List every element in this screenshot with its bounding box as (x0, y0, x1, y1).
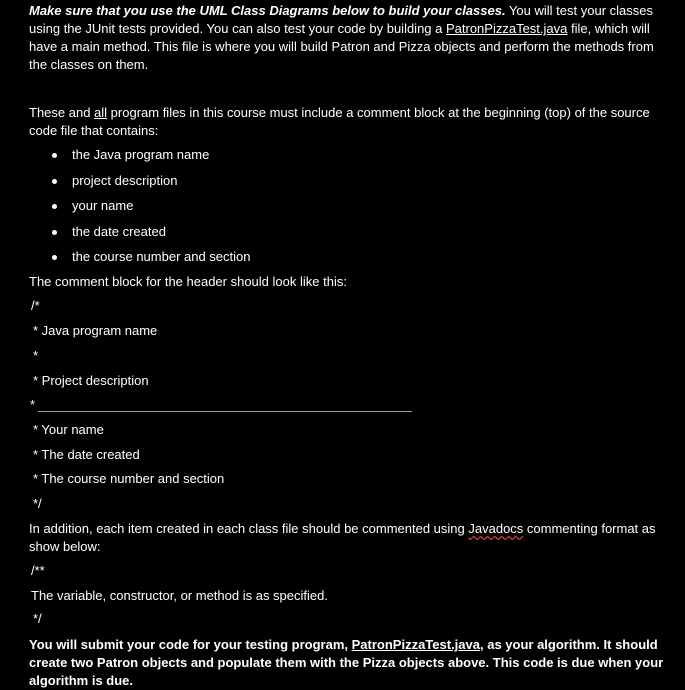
header-line-date: * The date created (33, 447, 140, 462)
bullet-dot (52, 230, 57, 235)
intro-text-2: file, which will have a main method. This file is where you will build Patron and Pizza objects and perform the methods from the classes on them. (29, 21, 654, 72)
intro-text-1: You will test your classes using the JUnit tests provided. You can also test your code by building a (29, 3, 653, 36)
list-item: the course number and section (72, 249, 251, 264)
javadoc-comment-body: The variable, constructor, or method is as specified. (31, 588, 328, 603)
header-comment-open: /* (31, 298, 40, 313)
intro-paragraph (29, 2, 669, 74)
submission-text-1: You will submit your code for your testing program, (29, 637, 352, 652)
javadocs-keyword: Javadocs (468, 521, 524, 536)
requirements-text-pre: These and (29, 105, 95, 120)
javadocs-paragraph (29, 520, 669, 556)
header-divider-line (38, 411, 412, 412)
bullet-dot (52, 255, 57, 260)
javadoc-comment-open: /** (31, 563, 45, 578)
list-item: the Java program name (72, 147, 210, 162)
bullet-dot (52, 179, 57, 184)
submission-text-2: , as your algorithm. It should create two Patron objects and populate them with the Pizza objects above. This code is due when your algorithm is due. (29, 637, 664, 688)
submission-file-link[interactable]: PatronPizzaTest.java (351, 637, 480, 652)
header-line-star-rule: * (30, 397, 36, 412)
javadocs-text-post: commenting format as show below: (29, 521, 656, 554)
header-example-intro: The comment block for the header should look like this: (29, 274, 347, 289)
intro-file-link[interactable]: PatronPizzaTest.java (445, 21, 568, 36)
list-item: the date created (72, 224, 166, 239)
header-comment-close: */ (33, 496, 42, 511)
javadocs-text-pre: In addition, each item created in each class file should be commented using (29, 521, 469, 536)
header-line-program: * Java program name (33, 323, 158, 338)
intro-italic-lead: Make sure that you use the UML Class Diagrams below to build your classes. (29, 3, 506, 18)
header-line-project: * Project description (33, 373, 149, 388)
javadoc-comment-close: */ (33, 611, 42, 626)
header-line-star: * (33, 348, 39, 363)
header-line-course: * The course number and section (33, 471, 225, 486)
bullet-dot (52, 204, 57, 209)
submission-paragraph (29, 636, 669, 690)
requirements-text-post: program files in this course must include a comment block at the beginning (top) of the source code file that contains: (29, 105, 650, 138)
list-item: project description (72, 173, 178, 188)
requirements-paragraph (29, 104, 669, 140)
header-line-name: * Your name (33, 422, 104, 437)
bullet-dot (52, 153, 57, 158)
list-item: your name (72, 198, 134, 213)
requirements-underlined-word: all (94, 105, 108, 120)
